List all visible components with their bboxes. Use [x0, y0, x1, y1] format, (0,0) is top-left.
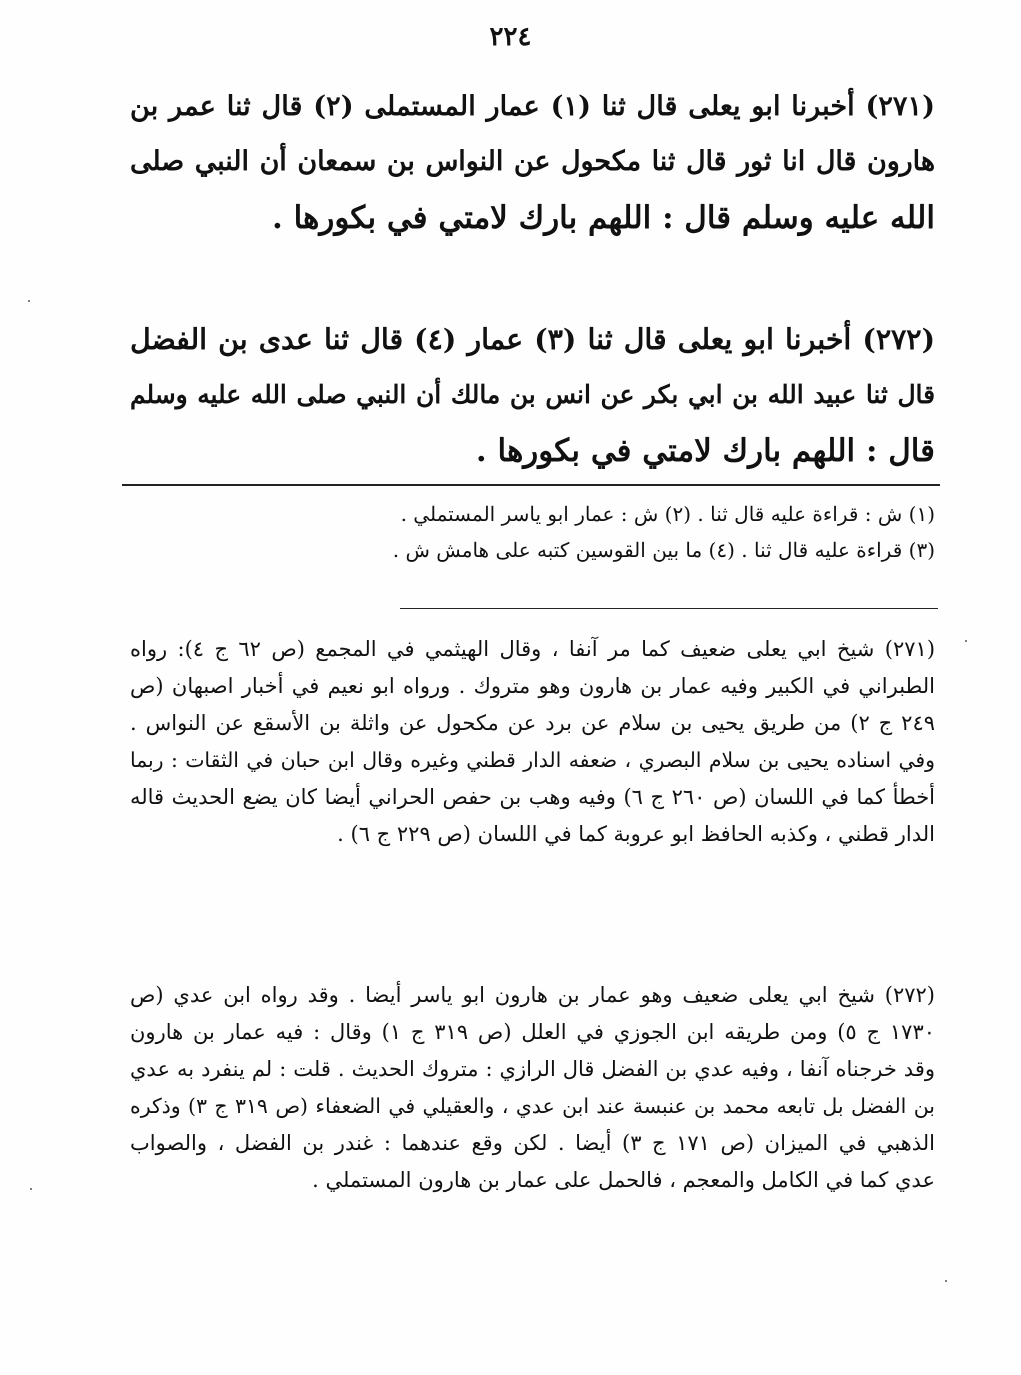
commentary-separator-rule [400, 608, 938, 609]
commentary-272 [130, 977, 935, 1199]
commentary-271-line-1: (٢٧١) شيخ ابي يعلى ضعيف كما مر آنفا ، وقال الهيثمي في المجمع (ص ٦٢ ج ٤): رواه [130, 637, 936, 661]
commentary-271-line-2: الطبراني في الكبير وفيه عمار بن هارون وهو متروك . ورواه ابو نعيم في أخبار اصبهان (ص [130, 674, 935, 698]
scan-speck [945, 1280, 947, 1282]
commentary-271 [130, 631, 935, 853]
commentary-272-line-4: بن الفضل بل تابعه محمد بن عنبسة عند ابن عدي ، والعقيلي في الضعفاء (ص ٣١٩ ج ٣) وذكره [130, 1094, 935, 1118]
footnote-line-1: (١) ش : قراءة عليه قال ثنا . (٢) ش : عمار ابو ياسر المستملي . [400, 502, 935, 526]
commentary-271-line-3: ٢٤٩ ج ٢) من طريق يحيى بن سلام عن برد عن مكحول عن واثلة بن الأسقع عن النواس . [130, 711, 936, 735]
commentary-272-line-6: عدي كما في الكامل والمعجم ، فالحمل على عمار بن هارون المستملي . [312, 1168, 935, 1192]
commentary-271-line-6: الدار قطني ، وكذبه الحافظ ابو عروبة كما في اللسان (ص ٢٢٩ ج ٦) . [337, 822, 935, 846]
footnotes [130, 496, 935, 568]
commentary-271-line-4: وفي اسناده يحيى بن سلام البصري ، ضعفه الدار قطني وغيره وقال ابن حبان في الثقات : ربما [130, 748, 935, 772]
scan-speck [965, 640, 967, 642]
hadith-272 [130, 311, 935, 479]
footnote-separator-rule [122, 484, 940, 486]
footnote-line-2: (٣) قراءة عليه قال ثنا . (٤) ما بين القوسين كتبه على هامش ش . [392, 538, 935, 562]
page-number: ٢٢٤ [489, 22, 532, 52]
hadith-271-line-3: الله عليه وسلم قال : اللهم بارك لامتي في بكورها . [272, 200, 935, 236]
hadith-272-line-2: قال ثنا عبيد الله بن ابي بكر عن انس بن مالك أن النبي صلى الله عليه وسلم [130, 380, 935, 409]
commentary-271-line-5: أخطأ كما في اللسان (ص ٢٦٠ ج ٦) وفيه وهب بن حفص الحراني أيضا كان يضع الحديث قاله [130, 785, 936, 809]
hadith-272-line-3: قال : اللهم بارك لامتي في بكورها . [475, 433, 935, 469]
commentary-272-line-1: (٢٧٢) شيخ ابي يعلى ضعيف وهو عمار بن هارون ابو ياسر أيضا . وقد رواه ابن عدي (ص [130, 983, 935, 1007]
commentary-272-line-5: الذهبي في الميزان (ص ١٧١ ج ٣) أيضا . لكن وقع عندهما : غندر بن الفضل ، والصواب [130, 1131, 935, 1155]
commentary-272-line-2: ١٧٣٠ ج ٥) ومن طريقه ابن الجوزي في العلل (ص ٣١٩ ج ١) وقال : فيه عمار بن هارون [130, 1020, 936, 1044]
hadith-271 [130, 78, 935, 246]
hadith-271-line-1: (٢٧١) أخبرنا ابو يعلى قال ثنا (١) عمار المستملى (٢) قال ثنا عمر بن [130, 90, 935, 122]
scan-speck [28, 300, 30, 302]
commentary-272-line-3: وقد خرجناه آنفا ، وفيه عدي بن الفضل قال الرازي : متروك الحديث . قلت : لم ينفرد به عدي [130, 1057, 935, 1081]
hadith-271-line-2: هارون قال انا ثور قال ثنا مكحول عن النواس بن سمعان أن النبي صلى [130, 146, 935, 177]
scan-speck [30, 1188, 32, 1190]
hadith-272-line-1: (٢٧٢) أخبرنا ابو يعلى قال ثنا (٣) عمار (٤) قال ثنا عدى بن الفضل [130, 322, 935, 356]
